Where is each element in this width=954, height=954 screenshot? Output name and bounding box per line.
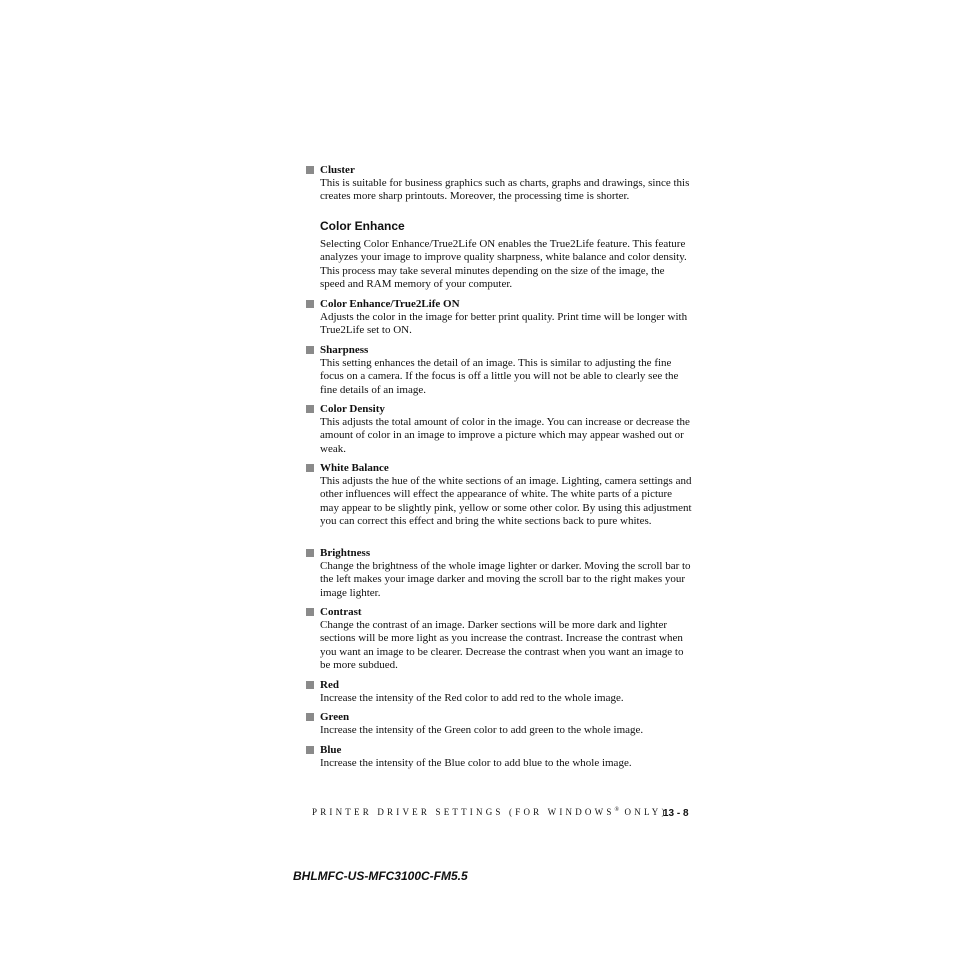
footer-text-end: ONLY) xyxy=(619,807,668,817)
square-bullet-icon xyxy=(306,608,314,616)
item-description: Increase the intensity of the Red color to add red to the whole image. xyxy=(320,692,624,704)
square-bullet-icon xyxy=(306,713,314,721)
item-term: Brightness xyxy=(320,547,371,559)
item-description: This is suitable for business graphics such as charts, graphs and drawings, since this creates more sharp printouts. Moreover, the processing time is shorter. xyxy=(320,177,690,203)
square-bullet-icon xyxy=(306,405,314,413)
item-description: Increase the intensity of the Blue color to add blue to the whole image. xyxy=(320,757,632,769)
square-bullet-icon xyxy=(306,746,314,754)
section-intro: Selecting Color Enhance/True2Life ON enables the True2Life feature. This feature analyzes your image to improve quality sharpness, white balance and color density. This process may take several minutes depending on the size of the image, the speed and RAM memory of your computer. xyxy=(320,238,687,290)
section-heading: Color Enhance xyxy=(320,219,405,233)
item-term: Blue xyxy=(320,744,342,756)
square-bullet-icon xyxy=(306,681,314,689)
running-footer xyxy=(312,807,668,817)
item-term: Green xyxy=(320,711,350,723)
item-term: Sharpness xyxy=(320,344,369,356)
item-term: Color Density xyxy=(320,403,385,415)
square-bullet-icon xyxy=(306,464,314,472)
item-description: This adjusts the total amount of color in the image. You can increase or decrease the amount of color in an image to improve a picture which may appear washed out or weak. xyxy=(320,416,690,455)
item-description: Adjusts the color in the image for better print quality. Print time will be longer with True2Life set to ON. xyxy=(320,311,688,337)
item-term: White Balance xyxy=(320,462,389,474)
footer-text: PRINTER DRIVER SETTINGS (FOR WINDOWS xyxy=(312,807,615,817)
item-term: Color Enhance/True2Life ON xyxy=(320,298,460,310)
item-description: This adjusts the hue of the white sections of an image. Lighting, camera settings and other influences will effect the appearance of white. The white parts of a picture may appear to be slightly pink, yellow or some other color. By using this adjustment you can correct this effect and bring the white sections back to pure whites. xyxy=(320,475,692,527)
registered-mark: ® xyxy=(614,807,620,813)
item-description: Increase the intensity of the Green color to add green to the whole image. xyxy=(320,724,644,736)
page-number: 13 - 8 xyxy=(663,808,689,819)
square-bullet-icon xyxy=(306,166,314,174)
item-description: This setting enhances the detail of an image. This is similar to adjusting the fine focus on a camera. If the focus is off a little you will not be able to clearly see the fine details of an image. xyxy=(320,357,679,396)
document-id: BHLMFC-US-MFC3100C-FM5.5 xyxy=(293,869,468,883)
square-bullet-icon xyxy=(306,300,314,308)
square-bullet-icon xyxy=(306,346,314,354)
item-term: Contrast xyxy=(320,606,362,618)
square-bullet-icon xyxy=(306,549,314,557)
item-term: Cluster xyxy=(320,164,355,176)
item-description: Change the contrast of an image. Darker sections will be more dark and lighter sections will be more light as you increase the contrast. Increase the contrast when you want an image to be clearer. Decrease the contrast when you want an image to be more subdued. xyxy=(320,619,684,671)
item-term: Red xyxy=(320,679,339,691)
item-description: Change the brightness of the whole image lighter or darker. Moving the scroll bar to the left makes your image darker and moving the scroll bar to the right makes your image lighter. xyxy=(320,560,691,599)
